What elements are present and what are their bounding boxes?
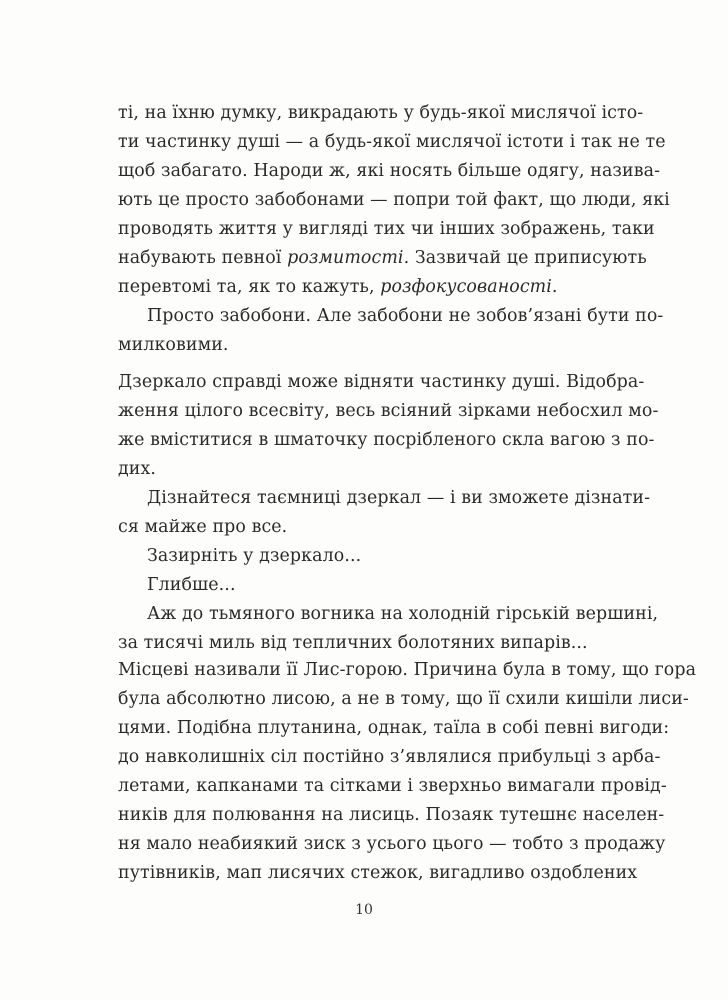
text-segment: ня мало неабиякий зиск з усього цього — тобто з продажу: [118, 834, 666, 854]
text-segment: же вміститися в шматочку посрібленого скла вагою з по-: [118, 430, 655, 450]
text-segment: путівників, мап лисячих стежок, вигадливо оздоблених: [118, 863, 638, 883]
text-line: [118, 772, 667, 801]
text-line: [118, 302, 664, 331]
text-line: [118, 743, 661, 772]
text-segment: набувають певної: [118, 248, 288, 268]
text-segment: щоб забагато. Народи ж, які носять більше одягу, назива-: [118, 161, 661, 181]
text-line: [118, 600, 659, 629]
text-line: [118, 215, 655, 244]
text-segment: ють це просто забобонами — попри той факт, що люди, які: [118, 190, 670, 210]
text-line: [118, 513, 608, 542]
text-line: [118, 484, 651, 513]
text-line: [118, 128, 666, 157]
text-line: [118, 542, 608, 571]
text-segment: ження цілого всесвіту, весь всіяний зірками небосхил мо-: [118, 401, 659, 421]
text-segment: Просто забобони. Але забобони не зобов’язані бути по-: [147, 306, 664, 326]
text-line: [118, 830, 666, 859]
text-segment: дих.: [118, 459, 157, 479]
text-segment: проводять життя у вигляді тих чи інших зображень, таки: [118, 219, 655, 239]
text-line: [118, 157, 661, 186]
text-segment: милковими.: [118, 335, 229, 355]
text-line: [118, 714, 670, 743]
text-segment: Дзеркало справді може відняти частинку душі. Відобра-: [118, 372, 645, 392]
text-line: [118, 368, 645, 397]
text-line: [118, 801, 665, 830]
text-block-1: [118, 99, 670, 360]
page-number: 10: [355, 902, 373, 918]
text-segment: Дізнайтеся таємниці дзеркал — і ви зможете дізнати-: [147, 488, 651, 508]
text-segment: .: [551, 277, 558, 297]
text-line: [118, 273, 608, 302]
text-line: [118, 426, 655, 455]
text-segment: Глибше...: [147, 575, 236, 595]
text-segment: Місцеві називали її Лис-горою. Причина була в тому, що гора: [118, 660, 697, 680]
text-line: [118, 859, 638, 888]
text-line: [118, 331, 608, 360]
text-line: [118, 99, 644, 128]
text-segment: Аж до тьмяного вогника на холодній гірській вершині,: [147, 604, 659, 624]
text-segment: перевтомі та, як то кажуть,: [118, 277, 381, 297]
text-line: [118, 397, 659, 426]
italic-text: розмитості: [287, 248, 404, 268]
italic-text: розфокусованості: [380, 277, 552, 297]
text-segment: за тисячі миль від тепличних болотяних випарів...: [118, 633, 588, 653]
text-segment: ників для полювання на лисиць. Позаяк тутешнє населен-: [118, 805, 665, 825]
text-segment: ся майже про все.: [118, 517, 288, 537]
text-segment: була абсолютно лисою, а не в тому, що її схили кишіли лиси-: [118, 689, 689, 709]
text-segment: . Зазвичай це приписують: [403, 248, 647, 268]
text-segment: ти частинку душі — а будь-якої мислячої істоти і так не те: [118, 132, 666, 152]
text-line: [118, 629, 608, 658]
text-segment: летами, капканами та сітками і зверхньо вимагали провід-: [118, 776, 667, 796]
text-segment: ті, на їхню думку, викрадають у будь-якої мислячої істо-: [118, 103, 644, 123]
text-line: [118, 186, 670, 215]
text-block-3: [118, 656, 697, 888]
text-line: [118, 571, 608, 600]
text-line: [118, 685, 689, 714]
text-segment: цями. Подібна плутанина, однак, таїла в собі певні вигоди:: [118, 718, 670, 738]
text-line: [118, 656, 697, 685]
text-line: [118, 244, 647, 273]
text-block-2: [118, 368, 659, 658]
text-segment: до навколишніх сіл постійно з’являлися прибульці з арба-: [118, 747, 661, 767]
text-segment: Зазирніть у дзеркало...: [147, 546, 362, 566]
text-line: [118, 455, 608, 484]
